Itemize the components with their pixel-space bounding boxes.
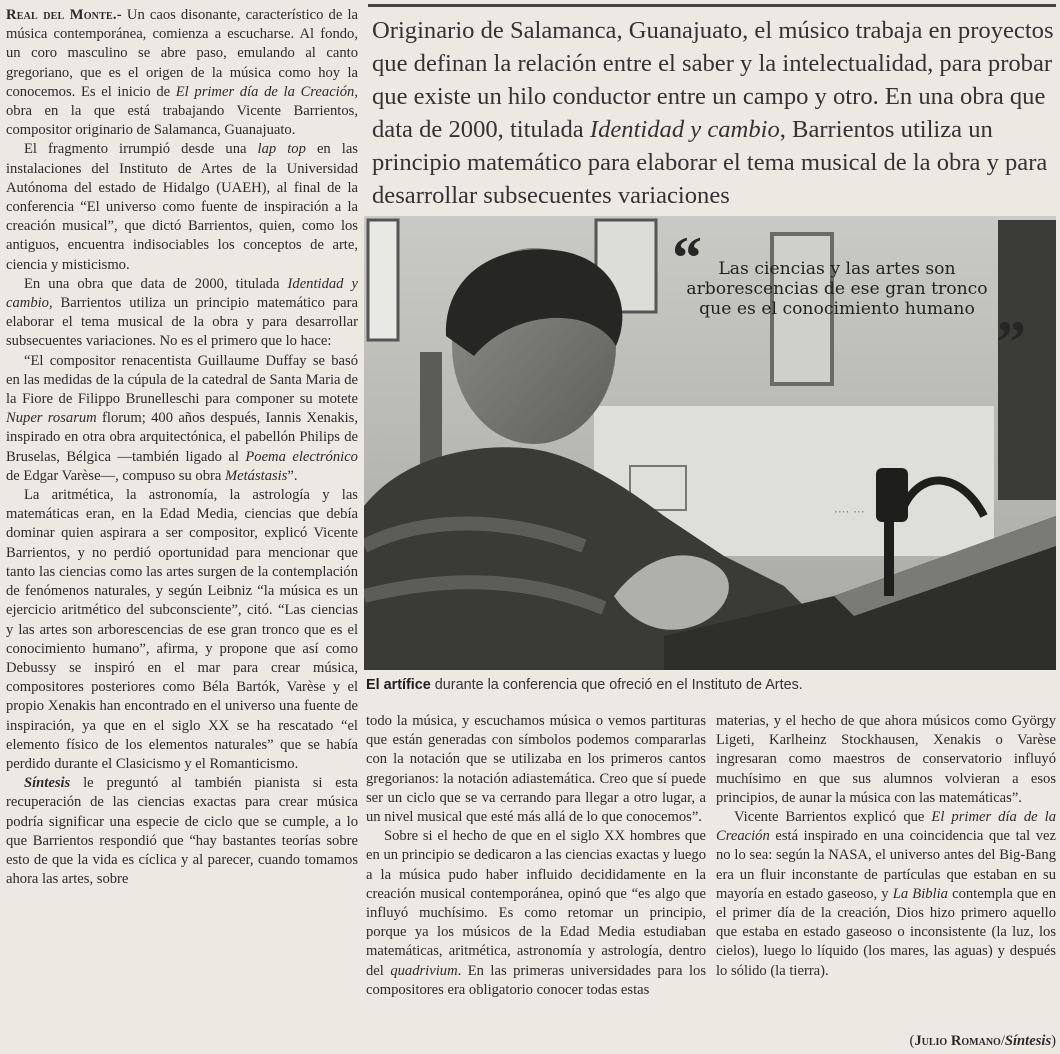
lead-summary: Originario de Salamanca, Guanajuato, el músico trabaja en proyectos que definan la relación entre el saber y la intelectualidad, para probar que existe un hilo conductor entre un campo y otro. En una obra que data de 2000, titulada Identidad y cambio, Barrientos utiliza un principio matemático para elaborar el tema musical de la obra y para desarrollar subsecuentes variaciones [372,17,1054,209]
paragraph: La aritmética, la astronomía, la astrología y las matemáticas eran, en la Edad Media, ciencias que debía dominar quien aspirara a ser compositor, explicó Vicente Barrientos, y no perdió oportunidad para mencionar que tanto las ciencias como las artes surgen de la contemplación de fenómenos naturales, y según Leibniz “la música es un ejercicio aritmético del subconsciente”, citó. “Las ciencias y las artes son arborescencias de ese gran tronco que es el conocimiento humano”, afirma, y propone que así como Debussy se inspiró en el mar para crear música, compositores posteriores como Béla Bartók, Varèse y el propio Xenakis han encontrado en el universo una fuente de inspiración, ya que en el siglo XX se ha rescatado “el elemento físico de los elementos naturales” que se había perdido durante el Clasicismo y el Romanticismo. [6,487,358,772]
outlet-name: Síntesis [24,775,71,792]
paragraph: “El compositor renacentista Guillaume Duffay se basó en las medidas de la cúpula de la catedral de Santa Maria de la Fiore de Filippo Brunelleschi para componer su motete Nuper rosarum florum; 400 años después, Iannis Xenakis, inspirado en otra obra arquitectónica, el pabellón Philips de Bruselas, Bélgica —también ligado al Poema electrónico de Edgar Varèse—, compuso su obra Metástasis”. [6,352,359,484]
article-column-right [716,712,1056,981]
photo-caption: El artífice durante la conferencia que ofreció en el Instituto de Artes. [366,677,803,693]
work-title: El primer día de la Creación [175,83,355,100]
paragraph: Vicente Barrientos explicó que El primer día de la Creación está inspirado en una coincidencia que tal vez no lo sea: según la NASA, el universo antes del Big-Bang era un fluir inconstante de partículas que estaban en su mayoría en estado gaseoso, y La Biblia contempla que en el primer día de la creación, Dios hizo primero aquello que estaba en estado gaseoso o inconsistente (la luz, los cielos), luego lo líquido (los mares, las aguas) y después lo sólido (la tierra). [716,809,1057,979]
article-column-left [6,6,358,889]
caption-lead: El artífice [366,677,431,693]
paragraph: materias, y el hecho de que ahora músicos como György Ligeti, Karlheinz Stockhausen, Xenakis o Varèse ingresaran como maestros de conservatorio influyó muchísimo en que sus alumnos volvieran a esos principios, de aunar la música con las matemáticas”. [716,713,1056,806]
paragraph: El fragmento irrumpió desde una lap top en las instalaciones del Instituto de Artes de la Universidad Autónoma del estado de Hidalgo (UAEH), al final de la conferencia “El universo como fuente de inspiración a la creación musical”, que dictó Barrientos, quien, como los antiguos, encuentra indisociables los conceptos de arte, ciencia y misticismo. [6,141,358,273]
author-name: Julio Romano [914,1033,1001,1049]
article-photo [364,216,1056,670]
byline: (Julio Romano/Síntesis) [909,1033,1056,1049]
svg-text:···· ···: ···· ··· [834,505,865,519]
lead-rule [368,4,1056,7]
open-quote-mark: “ [672,225,702,291]
pull-quote [672,225,1048,375]
work-title: El primer día de la Creación [716,809,1056,845]
paragraph: Síntesis le preguntó al también pianista si esta recuperación de las ciencias exactas para crear música podría significar una especie de ciclo que se cumple, a lo que Barrientos respondió que “hay bastantes teorías sobre esto de que la vida es cíclica y al parecer, cuando tomamos ahora las artes, sobre [6,775,358,888]
work-title: Identidad y cambio [6,275,359,312]
close-quote-mark: ” [996,309,1026,375]
paragraph: Sobre si el hecho de que en el siglo XX hombres que en un principio se dedicaron a las ciencias exactas y luego a la música pudo haber influido decididamente en la creación musical contemporánea, opinó que “es algo que influyó muchísimo. Es como retomar un principio, porque ya los músicos de la Edad Media estudiaban matemáticas, aritmética, astronomía y astrología, dentro del quadrivium. En las primeras universidades para los compositores era obligatorio conocer todas estas [366,828,706,998]
paragraph: Real del Monte.- Un caos disonante, característico de la música contemporánea, comienza a escucharse. Al fondo, un coro masculino se abre paso, emulando al canto gregoriano, que es el origen de la música como hoy la conocemos. Es el inicio de El primer día de la Creación, obra en la que está trabajando Vicente Barrientos, compositor originario de Salamanca, Guanajuato. [6,7,358,139]
pull-quote-text: Las ciencias y las artes son arborescencias de ese gran tronco que es el conocimiento humano [686,259,988,319]
paragraph: En una obra que data de 2000, titulada Identidad y cambio, Barrientos utiliza un principio matemático para elaborar el tema musical de la obra y para desarrollar subsecuentes variaciones. No es el primero que lo hace: [6,275,359,350]
work-title: Identidad y cambio [589,116,780,143]
outlet-name: Síntesis [1004,1033,1052,1049]
paragraph: todo la música, y escuchamos música o vemos partituras que están generadas con símbolos podemos compararlas con la notación que se utilizaba en los primeros cantos gregorianos: la notación adiastemática. Creo que sí puede ser un ciclo que se va cerrando para llegar a otro lugar, a un nivel musical que esté más allá de lo que conocemos”. [366,713,706,826]
article-column-middle [366,712,706,1000]
dateline: Real del Monte.- [6,7,122,23]
